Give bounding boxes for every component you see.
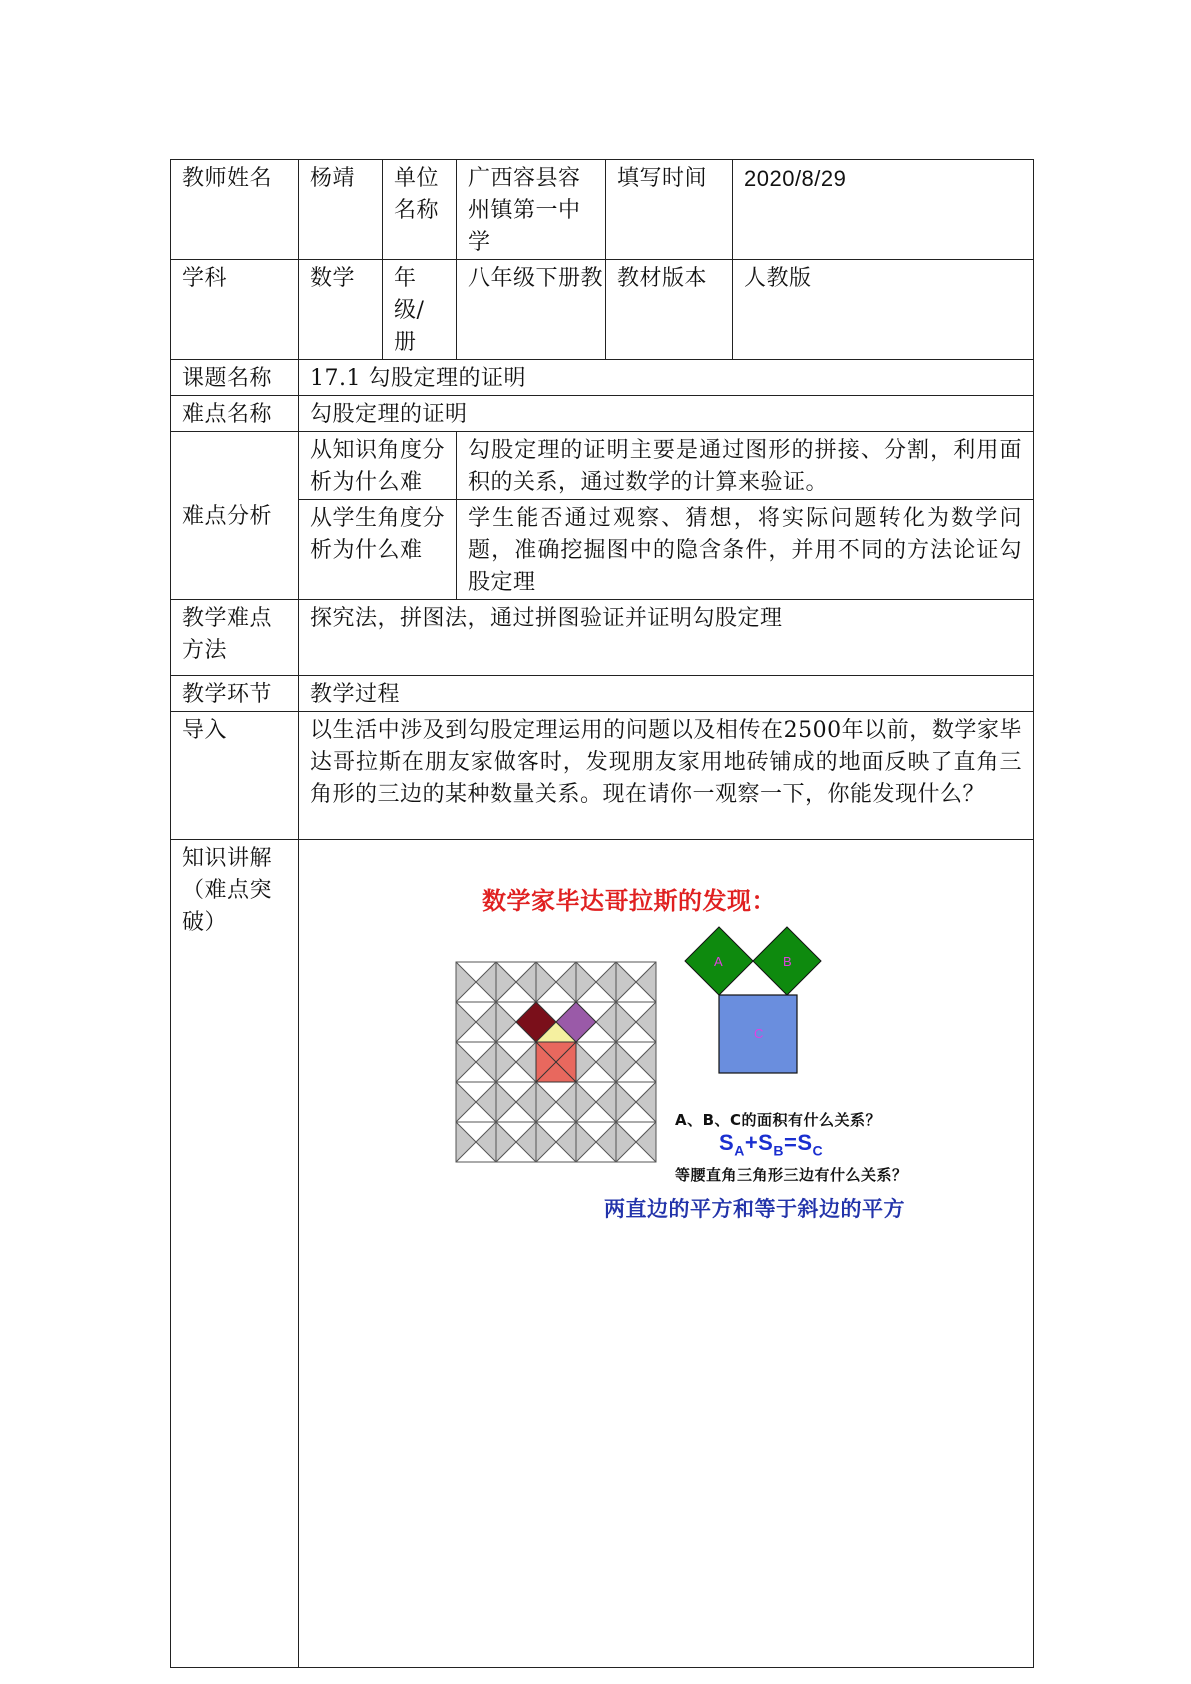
row-method — [171, 600, 1034, 676]
knowledge-figure-cell — [299, 840, 1034, 1668]
square-c-label: C — [754, 1026, 764, 1041]
edition-value: 人教版 — [733, 260, 1034, 360]
process-header-value: 教学过程 — [299, 676, 1034, 712]
question-area-relation: A、B、C的面积有什么关系？ — [675, 1111, 882, 1129]
unit-label: 单位名称 — [383, 160, 457, 260]
row-analysis-student — [171, 500, 1034, 600]
method-value: 探究法，拼图法，通过拼图验证并证明勾股定理 — [299, 600, 1034, 676]
analysis-label: 难点分析 — [171, 432, 299, 600]
row-teacher — [171, 160, 1034, 260]
analysis-knowledge-label: 从知识角度分析为什么难 — [299, 432, 457, 500]
row-process-header — [171, 676, 1034, 712]
answer-text: 两直边的平方和等于斜边的平方 — [604, 1196, 905, 1221]
formula-eq: =S — [783, 1130, 813, 1155]
formula-sub-a: A — [734, 1142, 745, 1159]
fill-time-label: 填写时间 — [606, 160, 733, 260]
analysis-knowledge-value: 勾股定理的证明主要是通过图形的拼接、分割，利用面积的关系，通过数学的计算来验证。 — [457, 432, 1034, 500]
row-difficulty — [171, 396, 1034, 432]
analysis-student-label: 从学生角度分析为什么难 — [299, 500, 457, 600]
row-intro — [171, 712, 1034, 840]
square-b-label: B — [783, 954, 793, 969]
edition-label: 教材版本 — [606, 260, 733, 360]
intro-label: 导入 — [171, 712, 299, 840]
row-knowledge — [171, 840, 1034, 1668]
analysis-student-value: 学生能否通过观察、猜想，将实际问题转化为数学问题，准确挖掘图中的隐含条件，并用不同的方法论证勾股定理 — [457, 500, 1034, 600]
teacher-label: 教师姓名 — [171, 160, 299, 260]
row-topic — [171, 360, 1034, 396]
difficulty-label: 难点名称 — [171, 396, 299, 432]
topic-label: 课题名称 — [171, 360, 299, 396]
row-subject — [171, 260, 1034, 360]
process-header-label: 教学环节 — [171, 676, 299, 712]
formula-sub-b: B — [773, 1142, 784, 1159]
figure-title: 数学家毕达哥拉斯的发现： — [482, 887, 776, 915]
squares-diagram — [683, 925, 833, 1095]
fill-time-value: 2020/8/29 — [733, 160, 1034, 260]
grade-value: 八年级下册教 — [457, 260, 606, 360]
unit-value: 广西容县容州镇第一中学 — [457, 160, 606, 260]
subject-value: 数学 — [299, 260, 383, 360]
formula-plus: +S — [744, 1130, 774, 1155]
method-label: 教学难点方法 — [171, 600, 299, 676]
question-side-relation: 等腰直角三角形三边有什么关系？ — [675, 1166, 908, 1184]
topic-value: 17.1 勾股定理的证明 — [299, 360, 1034, 396]
floor-tile-grid — [454, 960, 658, 1166]
lesson-form-table — [170, 159, 1034, 1668]
formula-sub-c: C — [812, 1142, 824, 1159]
grade-label: 年级/册 — [383, 260, 457, 360]
row-analysis-knowledge — [171, 432, 1034, 500]
formula-s1: S — [719, 1130, 735, 1155]
pythagoras-figure — [299, 840, 1036, 1666]
difficulty-value: 勾股定理的证明 — [299, 396, 1034, 432]
knowledge-label: 知识讲解（难点突破） — [171, 840, 299, 1668]
teacher-value: 杨靖 — [299, 160, 383, 260]
square-a-label: A — [714, 954, 724, 969]
intro-value: 以生活中涉及到勾股定理运用的问题以及相传在2500年以前，数学家毕达哥拉斯在朋友家做客时，发现朋友家用地砖铺成的地面反映了直角三角形的三边的某种数量关系。现在请你一观察一下，你能发现什么？ — [299, 712, 1034, 840]
subject-label: 学科 — [171, 260, 299, 360]
